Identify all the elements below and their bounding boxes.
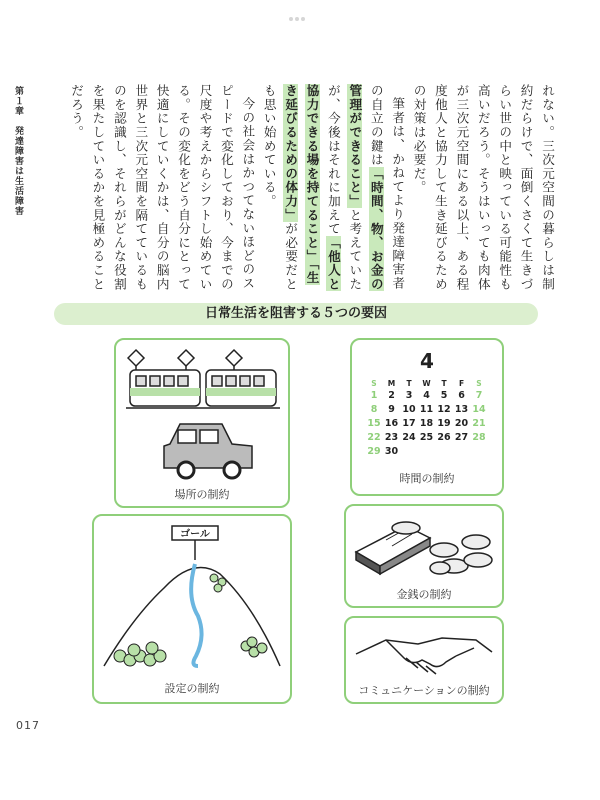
calendar-day: 27 xyxy=(454,432,469,443)
page-number: 017 xyxy=(16,719,40,732)
calendar-day: 7 xyxy=(475,390,483,401)
calendar-day: 8 xyxy=(370,404,378,415)
calendar-day: 14 xyxy=(472,404,486,415)
calendar-day: 29 xyxy=(367,446,381,457)
chapter-label: 第１章 発達障害は生活障害 xyxy=(13,86,23,216)
paragraph-2-part-a: 筆者は、かねてより発達障害者の自立の鍵は xyxy=(368,84,406,290)
card-communication xyxy=(344,616,504,704)
calendar-day: 15 xyxy=(367,418,381,429)
calendar-day: 19 xyxy=(437,418,451,429)
card-time xyxy=(350,338,504,496)
calendar-weekday: T xyxy=(406,379,412,388)
calendar-day: 25 xyxy=(419,432,434,443)
calendar-day: 24 xyxy=(402,432,416,443)
card-money xyxy=(344,504,504,608)
card-setting xyxy=(92,514,292,704)
calendar-day: 26 xyxy=(437,432,451,443)
body-text xyxy=(58,84,558,296)
train-car-illustration xyxy=(116,340,288,506)
calendar-day: 5 xyxy=(440,390,448,401)
calendar-day: 10 xyxy=(402,404,416,415)
caption-time: 時間の制約 xyxy=(399,472,455,485)
caption-setting: 設定の制約 xyxy=(164,682,220,695)
card-place xyxy=(114,338,290,508)
calendar-weekday: M xyxy=(387,379,396,388)
calendar-day: 30 xyxy=(384,446,399,457)
caption-money: 金銭の制約 xyxy=(396,588,452,601)
paragraph-2-part-b: と考えていたが、今後はそれに加えて xyxy=(325,84,363,292)
calendar-day: 28 xyxy=(472,432,486,443)
caption-communication: コミュニケーションの制約 xyxy=(358,684,490,697)
calendar-day: 3 xyxy=(405,390,413,401)
calendar-day: 2 xyxy=(388,390,395,401)
calendar-day: 9 xyxy=(388,404,395,415)
calendar-day: 13 xyxy=(454,404,469,415)
caption-place: 場所の制約 xyxy=(174,488,230,501)
calendar-day: 23 xyxy=(384,432,399,443)
mountain-illustration xyxy=(94,516,290,702)
calendar-day: 21 xyxy=(472,418,486,429)
highlight-cooperation: 「他人と協力できる場を持てること」「生き延びるための体力」 xyxy=(283,84,341,292)
calendar-day: 12 xyxy=(437,404,451,415)
goal-sign: ゴール xyxy=(180,529,210,540)
paragraph-2-part-c: が必要だとも思い始めている。 xyxy=(261,84,299,291)
calendar-day: 18 xyxy=(419,418,434,429)
calendar-weekday: F xyxy=(458,379,465,388)
calendar-weekday: T xyxy=(441,379,447,388)
calendar-day: 1 xyxy=(370,390,378,401)
calendar-day: 11 xyxy=(419,404,434,415)
page-handle xyxy=(288,6,312,10)
figure-title: 日常生活を阻害する５つの要因 xyxy=(54,303,538,325)
calendar-day: 4 xyxy=(423,390,430,401)
calendar-day: 17 xyxy=(402,418,416,429)
calendar-day: 16 xyxy=(384,418,399,429)
calendar-day: 6 xyxy=(458,390,465,401)
paragraph-1: れない。三次元空間の暮らしは制約だらけで、面倒くさくて生きづらい世の中と映っている可能性も高いだろう。そうはいっても肉体が三次元空間にある以上、ある程度他人と協力して生き延びるための対策は必要だ。 xyxy=(411,84,555,291)
calendar-month: 4 xyxy=(420,349,434,373)
calendar-weekday: S xyxy=(371,379,377,388)
calendar-day: 20 xyxy=(454,418,469,429)
highlight-management: 「時間、物、お金の管理ができること」 xyxy=(347,84,384,292)
paragraph-3: 今の社会はかつてないほどのスピードで変化しており、今までの尺度や考えからシフトし始めている。その変化をどう自分にとって快適にしていくかは、自分の脳内世界と三次元空間を隔てているものを認識し、それらがどんな役割を果たしているかを見極めることだろう。 xyxy=(69,84,256,291)
calendar-weekday: S xyxy=(476,379,482,388)
paragraph-2 xyxy=(258,84,408,296)
calendar-weekday: W xyxy=(422,379,431,388)
calendar-day: 22 xyxy=(367,432,381,443)
